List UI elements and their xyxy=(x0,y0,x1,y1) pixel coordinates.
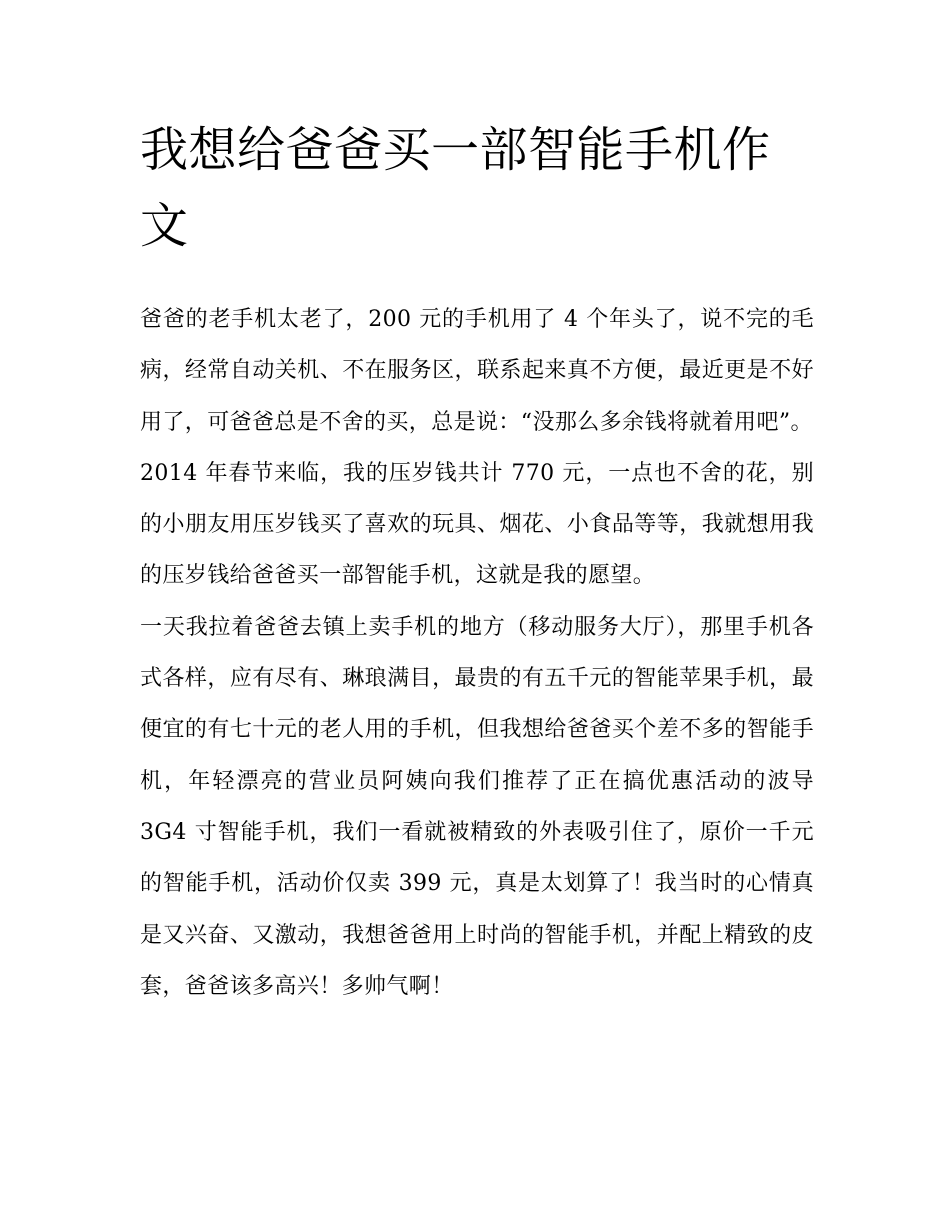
paragraph-3: 一天我拉着爸爸去镇上卖手机的地方（移动服务大厅），那里手机各式各样，应有尽有、琳琅满目，最贵的有五千元的智能苹果手机，最便宜的有七十元的老人用的手机，但我想给爸爸买个差不多的智能手机，年轻漂亮的营业员阿姨向我们推荐了正在搞优惠活动的波导 3G4 寸智能手机，我们一看就被精致的外表吸引住了，原价一千元的智能手机，活动价仅卖 399 元，真是太划算了！我当时的心情真是又兴奋、又激动，我想爸爸用上时尚的智能手机，并配上精致的皮套，爸爸该多高兴！多帅气啊！ xyxy=(140,614,814,999)
document-page xyxy=(140,112,814,1012)
document-title: 我想给爸爸买一部智能手机作文 xyxy=(140,122,771,254)
paragraph-2: 2014 年春节来临，我的压岁钱共计 770 元，一点也不舍的花，别的小朋友用压岁钱买了喜欢的玩具、烟花、小食品等等，我就想用我的压岁钱给爸爸买一部智能手机，这就是我的愿望。 xyxy=(140,460,814,589)
paragraph-1: 爸爸的老手机太老了，200 元的手机用了 4 个年头了，说不完的毛病，经常自动关机、不在服务区，联系起来真不方便，最近更是不好用了，可爸爸总是不舍的买，总是说：“没那么多余钱将就着用吧”。 xyxy=(140,307,814,435)
